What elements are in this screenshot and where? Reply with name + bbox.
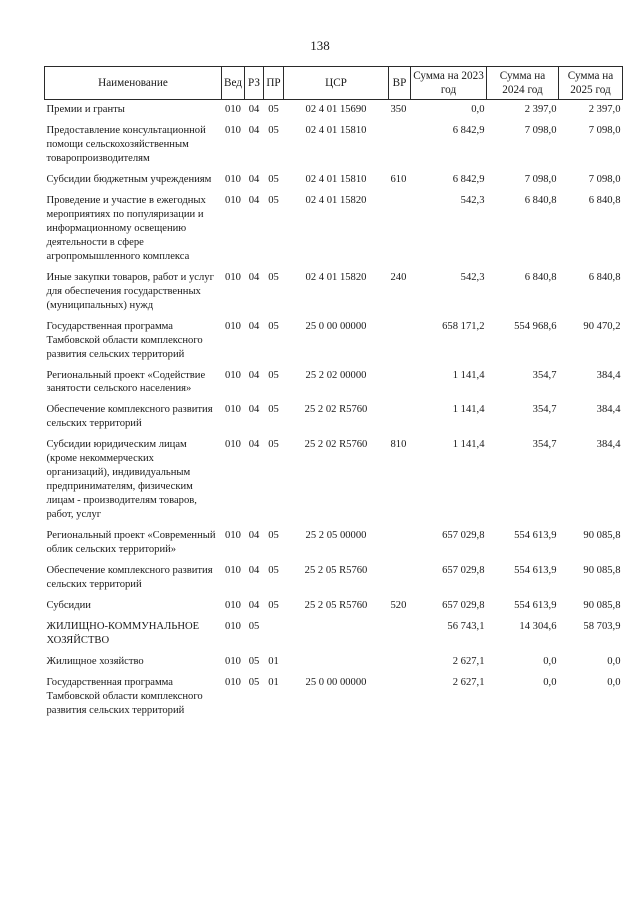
cell-sum-2024: 554 613,9 [514,530,557,542]
cell-vr [389,317,411,366]
table-row [45,526,623,561]
cell-pr: 05 [268,439,279,451]
cell-sum-2024: 6 840,8 [524,194,557,206]
table-header [45,67,623,100]
table-row [45,191,623,268]
cell-pr: 05 [268,320,279,332]
cell-csr: 25 0 00 00000 [305,320,367,332]
table-row [45,400,623,435]
cell-rz: 04 [248,369,260,381]
cell-sum-2024: 7 098,0 [524,173,557,185]
cell-rz: 04 [248,271,260,283]
cell-csr: 02 4 01 15690 [305,104,367,115]
table-row [45,673,623,722]
cell-sum-2024: 554 613,9 [514,600,557,612]
cell-sum-2023: 657 029,8 [442,530,485,542]
cell-csr: 25 2 02 R5760 [304,404,368,416]
cell-pr: 05 [268,369,279,381]
cell-ved: 010 [225,565,241,577]
table-row [45,652,623,673]
cell-name: Региональный проект «Содействие занятости сельского населения» [46,369,206,395]
cell-rz: 05 [248,676,260,688]
cell-csr: 25 2 05 R5760 [304,565,368,577]
cell-sum-2023: 2 627,1 [452,655,485,667]
cell-pr: 05 [268,600,279,612]
cell-csr: 02 4 01 15810 [305,124,367,136]
cell-sum-2024: 14 304,6 [519,621,557,633]
cell-sum-2025: 7 098,0 [588,124,621,136]
cell-csr: 25 0 00 00000 [305,676,367,688]
cell-rz: 05 [248,655,260,667]
cell-vr: 610 [390,173,407,185]
cell-csr [284,617,389,652]
cell-vr [389,617,411,652]
cell-vr: 240 [390,271,407,283]
cell-name: Премии и гранты [46,104,125,115]
cell-sum-2024: 554 968,6 [514,320,557,332]
cell-pr: 05 [268,173,279,185]
cell-vr: 350 [390,104,407,115]
cell-pr: 05 [268,194,279,206]
cell-rz: 04 [248,320,260,332]
cell-rz: 04 [248,530,260,542]
cell-ved: 010 [225,600,241,612]
budget-table [44,66,623,722]
cell-vr [389,366,411,401]
cell-sum-2024: 0,0 [543,676,557,688]
table-row [45,170,623,191]
cell-sum-2023: 2 627,1 [452,676,485,688]
cell-ved: 010 [225,173,241,185]
cell-name: Иные закупки товаров, работ и услуг для обеспечения государственных (муниципальных) нужд [46,271,214,311]
cell-pr: 05 [268,565,279,577]
table-row [45,366,623,401]
cell-pr: 05 [268,404,279,416]
cell-pr: 01 [268,676,279,688]
table-row [45,100,623,121]
cell-csr: 02 4 01 15810 [305,173,367,185]
cell-vr [389,561,411,596]
cell-vr: 520 [390,600,407,612]
cell-rz: 04 [248,104,260,115]
cell-ved: 010 [225,124,241,136]
header-csr: ЦСР [284,67,389,100]
cell-vr [389,652,411,673]
cell-pr: 05 [268,104,279,115]
cell-rz: 04 [248,173,260,185]
cell-name: ЖИЛИЩНО-КОММУНАЛЬНОЕ ХОЗЯЙСТВО [46,621,200,646]
cell-sum-2023: 542,3 [460,194,485,206]
cell-sum-2023: 1 141,4 [452,369,485,381]
table-row [45,435,623,526]
cell-sum-2024: 354,7 [532,439,557,451]
cell-sum-2024: 7 098,0 [524,124,557,136]
cell-name: Субсидии [46,600,91,612]
cell-sum-2024: 2 397,0 [524,104,557,115]
cell-csr [284,652,389,673]
table-row [45,121,623,170]
cell-csr: 25 2 02 00000 [305,369,367,381]
table-row [45,596,623,617]
cell-rz: 04 [248,124,260,136]
cell-ved: 010 [225,655,241,667]
cell-sum-2023: 6 842,9 [452,173,485,185]
cell-sum-2024: 354,7 [532,404,557,416]
cell-name: Государственная программа Тамбовской области комплексного развития сельских территорий [46,676,203,716]
table-row [45,268,623,317]
table-row [45,617,623,652]
cell-name: Субсидии юридическим лицам (кроме некоммерческих организаций), индивидуальным предпринимателям, физическим лицам - производителям товаров, работ, услуг [46,439,197,521]
table-row [45,561,623,596]
header-rz: РЗ [245,67,264,100]
cell-ved: 010 [225,530,241,542]
cell-sum-2025: 7 098,0 [588,173,621,185]
header-ved: Вед [222,67,245,100]
cell-sum-2025: 384,4 [596,369,621,381]
cell-sum-2025: 90 085,8 [583,600,621,612]
cell-pr [264,617,284,652]
header-vr: ВР [389,67,411,100]
cell-name: Субсидии бюджетным учреждениям [46,173,212,185]
cell-rz: 04 [248,565,260,577]
cell-name: Жилищное хозяйство [46,655,144,667]
cell-vr [389,673,411,722]
cell-sum-2023: 1 141,4 [452,404,485,416]
cell-pr: 05 [268,530,279,542]
header-sum-2024: Сумма на 2024 год [487,67,559,100]
cell-name: Предоставление консультационной помощи сельскохозяйственным товаропроизводителям [46,124,206,164]
cell-sum-2025: 58 703,9 [583,621,621,633]
cell-sum-2025: 90 085,8 [583,530,621,542]
table-row [45,317,623,366]
cell-sum-2025: 0,0 [607,676,621,688]
cell-vr [389,526,411,561]
cell-rz: 04 [248,194,260,206]
cell-sum-2023: 0,0 [471,104,485,115]
cell-rz: 05 [248,621,260,633]
cell-sum-2024: 554 613,9 [514,565,557,577]
cell-ved: 010 [225,369,241,381]
cell-name: Обеспечение комплексного развития сельских территорий [46,565,213,591]
cell-sum-2023: 658 171,2 [442,320,485,332]
cell-vr [389,400,411,435]
cell-name: Проведение и участие в ежегодных мероприятиях по популяризации и информационному освещению деятельности в сфере агропромышленного комплекса [46,194,206,262]
cell-ved: 010 [225,320,241,332]
cell-pr: 05 [268,271,279,283]
table-body [45,100,623,722]
cell-sum-2024: 6 840,8 [524,271,557,283]
cell-sum-2025: 384,4 [596,404,621,416]
cell-sum-2025: 90 470,2 [583,320,621,332]
cell-ved: 010 [225,621,241,633]
cell-vr: 810 [390,439,407,451]
cell-sum-2023: 1 141,4 [452,439,485,451]
cell-sum-2025: 384,4 [596,439,621,451]
cell-rz: 04 [248,600,260,612]
cell-sum-2024: 354,7 [532,369,557,381]
cell-sum-2025: 90 085,8 [583,565,621,577]
cell-ved: 010 [225,676,241,688]
cell-sum-2025: 6 840,8 [588,271,621,283]
cell-sum-2025: 6 840,8 [588,194,621,206]
cell-name: Государственная программа Тамбовской области комплексного развития сельских территорий [46,320,203,360]
cell-sum-2023: 6 842,9 [452,124,485,136]
page-number: 138 [310,38,330,53]
cell-pr: 05 [268,124,279,136]
cell-csr: 25 2 05 R5760 [304,600,368,612]
cell-csr: 02 4 01 15820 [305,194,367,206]
cell-sum-2025: 2 397,0 [588,104,621,115]
cell-sum-2024: 0,0 [543,655,557,667]
cell-sum-2023: 542,3 [460,271,485,283]
cell-rz: 04 [248,404,260,416]
cell-sum-2023: 657 029,8 [442,600,485,612]
cell-name: Обеспечение комплексного развития сельских территорий [46,404,213,430]
cell-sum-2025: 0,0 [607,655,621,667]
header-sum-2025: Сумма на 2025 год [559,67,623,100]
cell-name: Региональный проект «Современный облик сельских территорий» [46,530,216,556]
cell-ved: 010 [225,104,241,115]
cell-ved: 010 [225,439,241,451]
cell-ved: 010 [225,404,241,416]
cell-csr: 25 2 05 00000 [305,530,367,542]
header-name: Наименование [45,67,222,100]
cell-rz: 04 [248,439,260,451]
cell-ved: 010 [225,271,241,283]
cell-vr [389,121,411,170]
cell-csr: 02 4 01 15820 [305,271,367,283]
cell-sum-2023: 56 743,1 [447,621,485,633]
cell-ved: 010 [225,194,241,206]
header-sum-2023: Сумма на 2023 год [411,67,487,100]
cell-csr: 25 2 02 R5760 [304,439,368,451]
cell-vr [389,191,411,268]
cell-pr: 01 [268,655,279,667]
cell-sum-2023: 657 029,8 [442,565,485,577]
header-pr: ПР [264,67,284,100]
